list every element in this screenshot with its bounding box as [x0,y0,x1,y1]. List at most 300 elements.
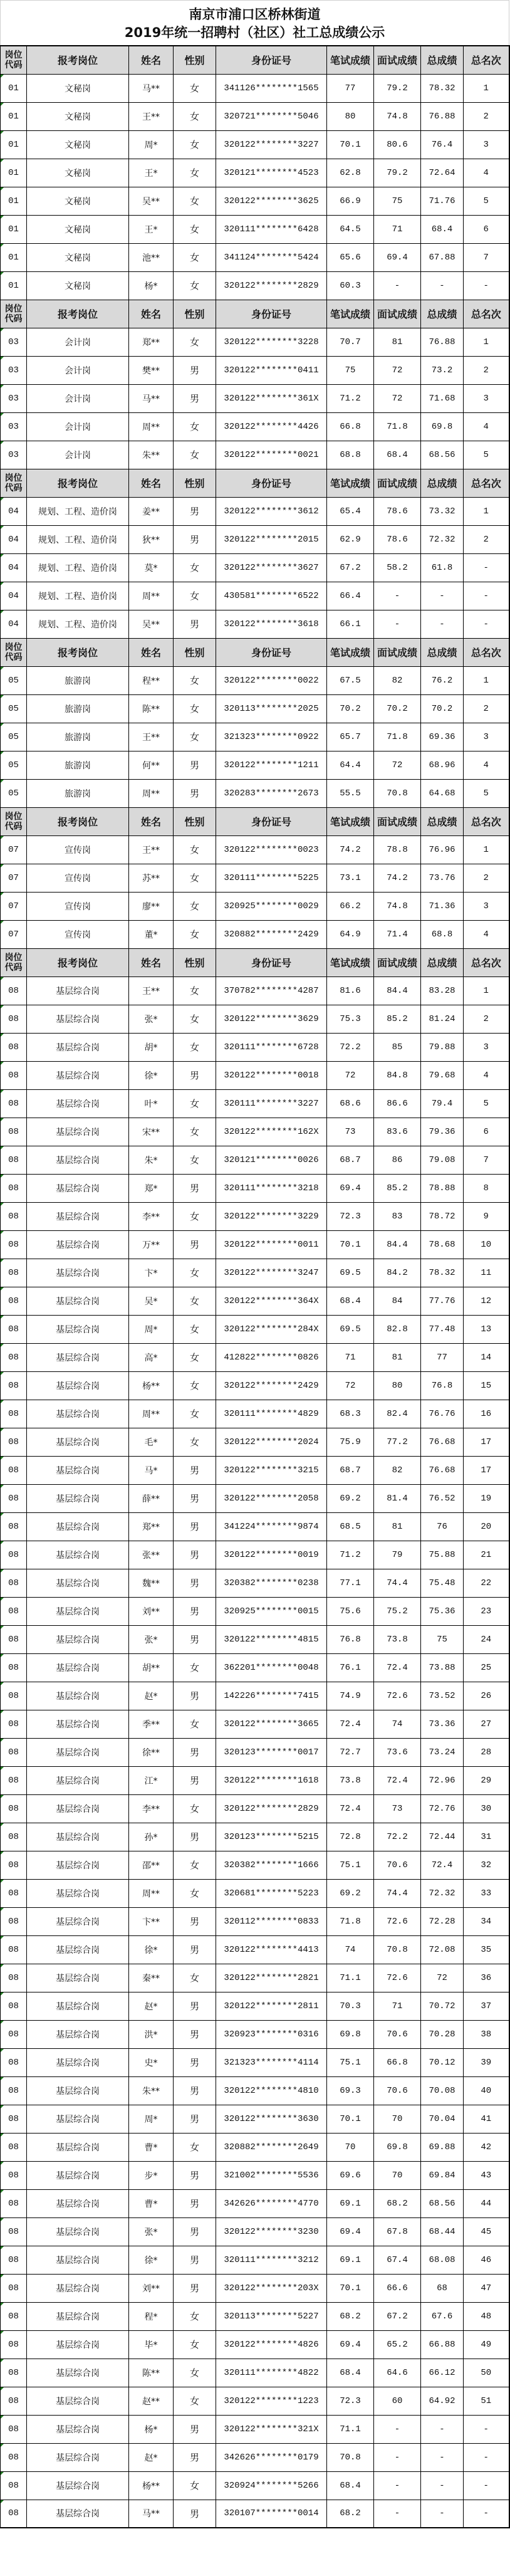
cell-position: 基层综合岗 [27,1794,129,1823]
table-row [1,412,509,441]
cell-total-score: 64.68 [421,779,464,807]
text-number-indicator-icon [1,1964,4,1967]
cell-name: 徐* [129,1061,174,1089]
cell-interview-score: 67.2 [374,2302,421,2330]
cell-interview-score: 82.4 [374,1400,421,1428]
cell-written-score: 75.1 [327,2048,374,2076]
cell-position-code: 08 [1,1653,27,1682]
cell-written-score: 71.2 [327,384,374,412]
table-row [1,1287,509,1315]
cell-total-score: - [421,2443,464,2471]
cell-written-score: 72 [327,1061,374,1089]
cell-gender: 男 [174,1823,216,1851]
cell-rank: 41 [464,2105,509,2133]
table-row [1,187,509,215]
cell-interview-score: 71.4 [374,920,421,948]
text-number-indicator-icon [1,1598,4,1601]
cell-total-score: 68.08 [421,2246,464,2274]
cell-name: 王** [129,723,174,751]
cell-rank: 16 [464,1400,509,1428]
cell-name: 曹* [129,2189,174,2217]
table-row [1,1569,509,1597]
cell-name: 王* [129,159,174,187]
cell-total-score: 78.72 [421,1202,464,1230]
cell-position: 基层综合岗 [27,2161,129,2189]
cell-position-code: 05 [1,723,27,751]
cell-rank: 2 [464,525,509,553]
table-row [1,328,509,356]
cell-interview-score: - [374,2500,421,2528]
text-number-indicator-icon [1,1428,4,1432]
text-number-indicator-icon [1,1626,4,1629]
cell-name: 朱** [129,2076,174,2105]
cell-interview-score: 73 [374,1794,421,1823]
cell-id-number: 320107********0014 [216,2500,327,2528]
cell-written-score: 72.3 [327,1202,374,1230]
cell-gender: 男 [174,2161,216,2189]
cell-interview-score: 80 [374,1371,421,1400]
text-number-indicator-icon [1,2303,4,2306]
cell-rank: 34 [464,1907,509,1935]
cell-total-score: 78.88 [421,1174,464,1202]
cell-position: 基层综合岗 [27,2500,129,2528]
cell-gender: 女 [174,412,216,441]
cell-gender: 男 [174,610,216,638]
cell-position: 会计岗 [27,384,129,412]
cell-written-score: 72.2 [327,1033,374,1061]
cell-interview-score: 79.2 [374,159,421,187]
cell-id-number: 320123********5215 [216,1823,327,1851]
table-row [1,243,509,271]
table-row [1,130,509,159]
cell-name: 赵* [129,1992,174,2020]
column-header-row-section-03 [1,300,509,328]
text-number-indicator-icon [1,216,4,219]
cell-total-score: 70.28 [421,2020,464,2048]
table-row [1,920,509,948]
table-row [1,1766,509,1794]
cell-position-code: 08 [1,1794,27,1823]
cell-rank: 26 [464,1682,509,1710]
cell-interview-score: 58.2 [374,553,421,582]
text-number-indicator-icon [1,2049,4,2052]
cell-total-score: 72.32 [421,525,464,553]
cell-written-score: 69.1 [327,2246,374,2274]
cell-total-score: 83.28 [421,976,464,1005]
table-row [1,271,509,300]
cell-written-score: 69.4 [327,2330,374,2359]
cell-total-score: 77.48 [421,1315,464,1343]
cell-rank: 1 [464,328,509,356]
cell-name: 郑* [129,1174,174,1202]
cell-position-code: 08 [1,1371,27,1400]
cell-interview-score: 70 [374,2105,421,2133]
cell-rank: 3 [464,1033,509,1061]
cell-interview-score: 74.2 [374,864,421,892]
cell-name: 朱* [129,1146,174,1174]
cell-id-number: 320283********2673 [216,779,327,807]
cell-interview-score: 70.6 [374,2020,421,2048]
table-row [1,1061,509,1089]
cell-rank: 3 [464,723,509,751]
cell-written-score: 70.1 [327,1230,374,1259]
cell-rank: 45 [464,2217,509,2246]
cell-gender: 女 [174,694,216,723]
text-number-indicator-icon [1,2021,4,2024]
cell-written-score: 73 [327,1118,374,1146]
text-number-indicator-icon [1,864,4,867]
cell-written-score: 64.9 [327,920,374,948]
cell-interview-score: 75.2 [374,1597,421,1625]
cell-written-score: 68.4 [327,1287,374,1315]
cell-id-number: 320122********4413 [216,1935,327,1964]
cell-name: 张* [129,1005,174,1033]
cell-id-number: 320122********3227 [216,130,327,159]
table-row [1,1738,509,1766]
cell-name: 刘** [129,1597,174,1625]
cell-total-score: 79.68 [421,1061,464,1089]
table-row [1,2048,509,2076]
cell-written-score: 55.5 [327,779,374,807]
cell-name: 莫* [129,553,174,582]
text-number-indicator-icon [1,1767,4,1770]
cell-name: 郑** [129,328,174,356]
cell-position: 基层综合岗 [27,1089,129,1118]
cell-position-code: 05 [1,779,27,807]
cell-name: 周* [129,2105,174,2133]
cell-total-score: 76.52 [421,1484,464,1512]
cell-rank: 17 [464,1456,509,1484]
cell-position-code: 01 [1,271,27,300]
cell-rank: 22 [464,1569,509,1597]
cell-position: 基层综合岗 [27,1371,129,1400]
cell-written-score: 65.4 [327,497,374,525]
cell-rank: 3 [464,130,509,159]
cell-name: 卞* [129,1259,174,1287]
cell-id-number: 320111********6428 [216,215,327,243]
cell-rank: 12 [464,1287,509,1315]
cell-written-score: 75.9 [327,1428,374,1456]
cell-position: 文秘岗 [27,187,129,215]
text-number-indicator-icon [1,441,4,444]
cell-gender: 男 [174,1935,216,1964]
cell-total-score: 76.8 [421,1371,464,1400]
cell-rank: 2 [464,102,509,130]
cell-position-code: 08 [1,2161,27,2189]
table-row [1,892,509,920]
cell-interview-score: 64.6 [374,2359,421,2387]
text-number-indicator-icon [1,554,4,557]
cell-name: 秦** [129,1964,174,1992]
cell-gender: 女 [174,1146,216,1174]
text-number-indicator-icon [1,357,4,360]
cell-interview-score: 68.4 [374,441,421,469]
cell-total-score: 76.68 [421,1456,464,1484]
cell-rank: 15 [464,1371,509,1400]
table-row [1,384,509,412]
cell-written-score: 76.8 [327,1625,374,1653]
cell-total-score: 64.92 [421,2387,464,2415]
cell-written-score: 64.4 [327,751,374,779]
text-number-indicator-icon [1,2444,4,2447]
cell-interview-score: 66.8 [374,2048,421,2076]
text-number-indicator-icon [1,2416,4,2419]
cell-position: 基层综合岗 [27,1287,129,1315]
cell-rank: 7 [464,1146,509,1174]
table-row [1,1033,509,1061]
cell-position: 基层综合岗 [27,1710,129,1738]
header-position-code: 岗位代码 [1,46,27,74]
cell-interview-score: 78.8 [374,835,421,864]
cell-written-score: 66.4 [327,582,374,610]
cell-gender: 女 [174,553,216,582]
cell-written-score: 71.1 [327,2415,374,2443]
cell-interview-score: 72.2 [374,1823,421,1851]
cell-id-number: 342626********4770 [216,2189,327,2217]
table-row [1,1851,509,1879]
table-row [1,497,509,525]
cell-name: 陈** [129,2359,174,2387]
text-number-indicator-icon [1,610,4,614]
cell-id-number: 320122********0411 [216,356,327,384]
cell-gender: 男 [174,2443,216,2471]
cell-name: 胡* [129,1033,174,1061]
cell-gender: 男 [174,356,216,384]
cell-written-score: 67.5 [327,666,374,694]
table-row [1,215,509,243]
cell-rank: 29 [464,1766,509,1794]
cell-total-score: 70.72 [421,1992,464,2020]
cell-rank: 5 [464,187,509,215]
cell-position-code: 01 [1,187,27,215]
cell-total-score: 73.52 [421,1682,464,1710]
header-written-score: 笔试成绩 [327,948,374,976]
cell-name: 马** [129,2500,174,2528]
cell-rank: 1 [464,976,509,1005]
cell-position-code: 08 [1,1625,27,1653]
cell-total-score: 79.08 [421,1146,464,1174]
header-name: 姓名 [129,807,174,835]
cell-gender: 男 [174,779,216,807]
cell-position-code: 08 [1,2274,27,2302]
cell-gender: 女 [174,892,216,920]
table-row [1,1823,509,1851]
table-row [1,2133,509,2161]
cell-position-code: 08 [1,1146,27,1174]
cell-id-number: 320122********3627 [216,553,327,582]
cell-written-score: 72.4 [327,1710,374,1738]
header-position: 报考岗位 [27,638,129,666]
cell-name: 张* [129,2217,174,2246]
cell-name: 周* [129,130,174,159]
cell-id-number: 341126********1565 [216,74,327,102]
cell-position-code: 08 [1,1089,27,1118]
cell-position: 文秘岗 [27,102,129,130]
cell-interview-score: 70.2 [374,694,421,723]
cell-id-number: 320121********4523 [216,159,327,187]
cell-written-score: 72.8 [327,1823,374,1851]
cell-position-code: 04 [1,610,27,638]
cell-gender: 女 [174,1005,216,1033]
cell-position: 规划、工程、造价岗 [27,582,129,610]
cell-gender: 女 [174,1879,216,1907]
cell-interview-score: 74 [374,1710,421,1738]
cell-position-code: 08 [1,1935,27,1964]
cell-position: 会计岗 [27,356,129,384]
header-interview-score: 面试成绩 [374,638,421,666]
cell-interview-score: 65.2 [374,2330,421,2359]
cell-position: 基层综合岗 [27,2189,129,2217]
cell-gender: 女 [174,723,216,751]
table-row [1,1315,509,1343]
text-number-indicator-icon [1,2331,4,2334]
cell-gender: 女 [174,920,216,948]
cell-gender: 女 [174,74,216,102]
cell-total-score: 72.44 [421,1823,464,1851]
cell-id-number: 320122********203X [216,2274,327,2302]
cell-rank: 1 [464,666,509,694]
cell-position-code: 08 [1,1766,27,1794]
cell-rank: - [464,582,509,610]
cell-position: 文秘岗 [27,130,129,159]
cell-rank: 4 [464,159,509,187]
cell-written-score: 69.5 [327,1259,374,1287]
cell-id-number: 142226********7415 [216,1682,327,1710]
cell-id-number: 320122********0018 [216,1061,327,1089]
header-gender: 性别 [174,807,216,835]
text-number-indicator-icon [1,780,4,783]
cell-interview-score: 84.2 [374,1259,421,1287]
cell-total-score: 81.24 [421,1005,464,1033]
header-position-code: 岗位代码 [1,948,27,976]
table-row [1,1710,509,1738]
cell-rank: 44 [464,2189,509,2217]
cell-interview-score: 69.8 [374,2133,421,2161]
cell-position: 基层综合岗 [27,1964,129,1992]
cell-written-score: 68.2 [327,2500,374,2528]
cell-total-score: 66.12 [421,2359,464,2387]
table-row [1,1992,509,2020]
cell-rank: 43 [464,2161,509,2189]
cell-rank: 19 [464,1484,509,1512]
cell-position-code: 08 [1,2387,27,2415]
cell-rank: - [464,610,509,638]
cell-written-score: 74.9 [327,1682,374,1710]
column-header-row-section-08 [1,948,509,976]
cell-name: 何** [129,751,174,779]
header-gender: 性别 [174,638,216,666]
cell-id-number: 370782********4287 [216,976,327,1005]
cell-position: 基层综合岗 [27,2048,129,2076]
cell-total-score: 79.36 [421,1118,464,1146]
cell-id-number: 320122********4426 [216,412,327,441]
text-number-indicator-icon [1,1739,4,1742]
cell-rank: 4 [464,412,509,441]
text-number-indicator-icon [1,1034,4,1037]
cell-interview-score: 81 [374,328,421,356]
cell-rank: 6 [464,1118,509,1146]
cell-interview-score: 86 [374,1146,421,1174]
cell-gender: 男 [174,1230,216,1259]
cell-position-code: 08 [1,1512,27,1541]
table-row [1,2443,509,2471]
cell-id-number: 320122********0011 [216,1230,327,1259]
cell-total-score: 72 [421,1964,464,1992]
cell-rank: 50 [464,2359,509,2387]
cell-total-score: 78.68 [421,1230,464,1259]
column-header-row-section-05 [1,638,509,666]
cell-id-number: 320925********0029 [216,892,327,920]
table-row [1,2274,509,2302]
cell-id-number: 320122********0022 [216,666,327,694]
cell-id-number: 320122********364X [216,1287,327,1315]
cell-name: 邵** [129,1851,174,1879]
cell-position-code: 08 [1,2330,27,2359]
cell-position-code: 08 [1,2359,27,2387]
cell-total-score: 72.64 [421,159,464,187]
cell-total-score: 79.4 [421,1089,464,1118]
cell-name: 陈** [129,694,174,723]
cell-written-score: 68.6 [327,1089,374,1118]
cell-written-score: 68.4 [327,2359,374,2387]
cell-written-score: 70.1 [327,130,374,159]
cell-position: 文秘岗 [27,271,129,300]
cell-total-score: 67.88 [421,243,464,271]
cell-written-score: 70.7 [327,328,374,356]
cell-name: 朱** [129,441,174,469]
cell-interview-score: 69.4 [374,243,421,271]
table-row [1,666,509,694]
cell-position: 基层综合岗 [27,2302,129,2330]
cell-total-score: 72.28 [421,1907,464,1935]
cell-id-number: 320122********321X [216,2415,327,2443]
cell-id-number: 320122********1223 [216,2387,327,2415]
text-number-indicator-icon [1,1062,4,1065]
cell-rank: 4 [464,751,509,779]
cell-gender: 女 [174,1089,216,1118]
header-total-score: 总成绩 [421,300,464,328]
cell-position-code: 08 [1,1484,27,1512]
cell-position: 宣传岗 [27,864,129,892]
cell-gender: 男 [174,1484,216,1512]
cell-gender: 女 [174,2133,216,2161]
cell-written-score: 66.2 [327,892,374,920]
cell-name: 程* [129,2302,174,2330]
cell-gender: 女 [174,102,216,130]
cell-interview-score: 82.8 [374,1315,421,1343]
cell-total-score: 69.84 [421,2161,464,2189]
title-line-1: 南京市浦口区桥林街道 [189,7,321,22]
cell-interview-score: 74.8 [374,102,421,130]
table-row [1,1089,509,1118]
cell-interview-score: 70.6 [374,2076,421,2105]
cell-rank: 51 [464,2387,509,2415]
cell-gender: 女 [174,271,216,300]
cell-interview-score: 85 [374,1033,421,1061]
cell-interview-score: 85.2 [374,1005,421,1033]
cell-interview-score: 67.8 [374,2217,421,2246]
cell-gender: 女 [174,864,216,892]
text-number-indicator-icon [1,131,4,134]
cell-written-score: 70.1 [327,2274,374,2302]
cell-total-score: 61.8 [421,553,464,582]
table-row [1,159,509,187]
cell-gender: 男 [174,497,216,525]
cell-interview-score: - [374,2471,421,2500]
cell-position-code: 08 [1,1851,27,1879]
cell-position: 旅游岗 [27,723,129,751]
cell-position-code: 08 [1,2105,27,2133]
